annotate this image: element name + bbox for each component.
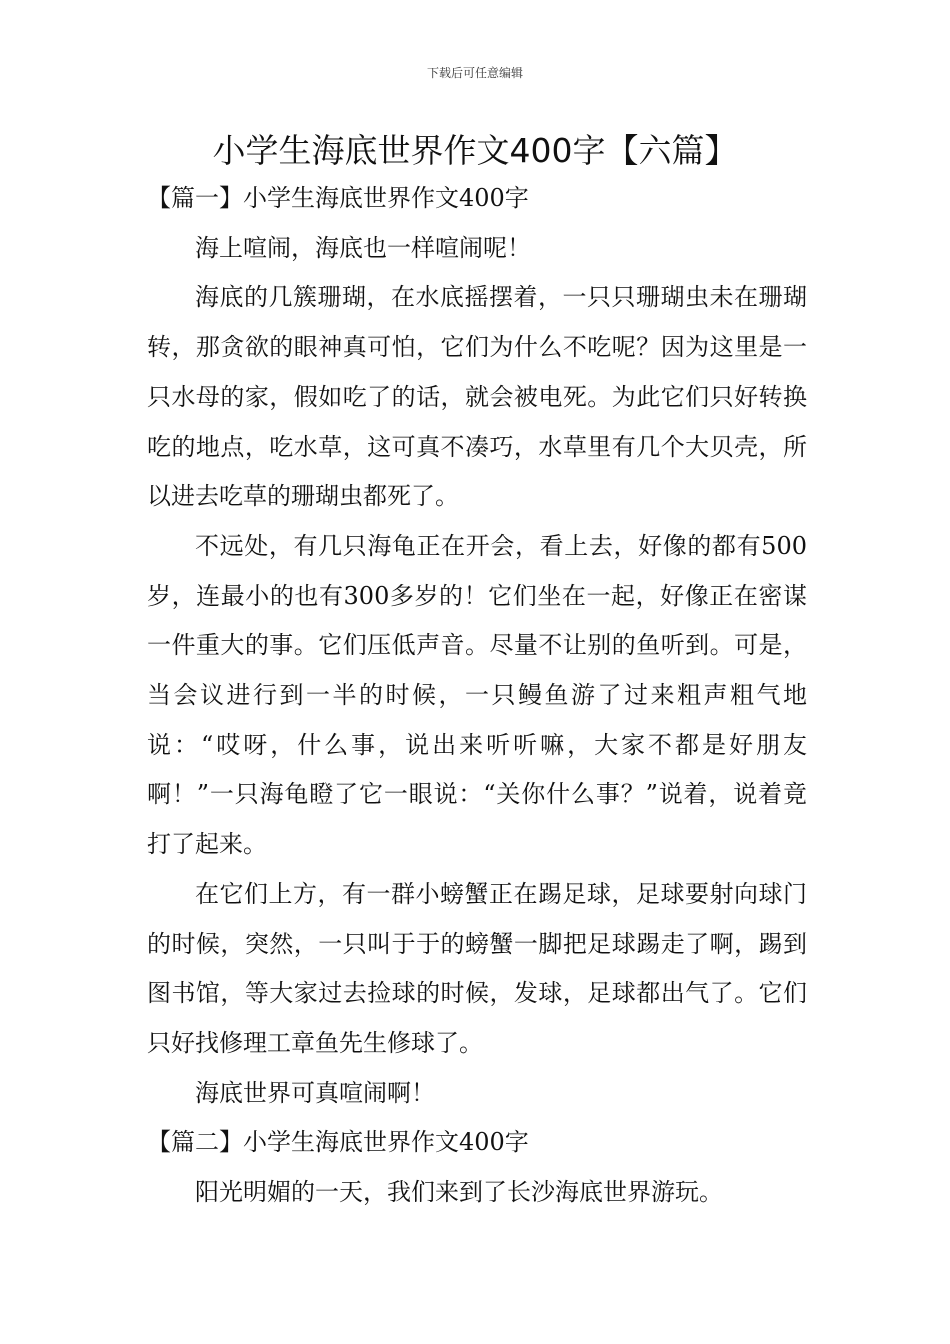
paragraph: 不远处，有几只海龟正在开会，看上去，好像的都有500岁，连最小的也有300多岁的！它们坐在一起，好像正在密谋一件重大的事。它们压低声音。尽量不让别的鱼听到。可是，当会议进行到一半的时候，一只鳗鱼游了过来粗声粗气地说：“哎呀，什么事，说出来听听嘛，大家不都是好朋友啊！”一只海龟瞪了它一眼说：“关你什么事？”说着，说着竟打了起来。 bbox=[147, 531, 807, 859]
paragraph: 海底的几簇珊瑚，在水底摇摆着，一只只珊瑚虫未在珊瑚转，那贪欲的眼神真可怕，它们为什么不吃呢？因为这里是一只水母的家，假如吃了的话，就会被电死。为此它们只好转换吃的地点，吃水草，这可真不凑巧，水草里有几个大贝壳，所以进去吃草的珊瑚虫都死了。 bbox=[147, 283, 807, 511]
section-heading-2: 【篇二】小学生海底世界作文400字 bbox=[147, 1128, 529, 1157]
section-heading-1: 【篇一】小学生海底世界作文400字 bbox=[147, 184, 529, 212]
paragraph: 海底世界可真喧闹啊！ bbox=[195, 1078, 435, 1107]
paragraph: 海上喧闹，海底也一样喧闹呢！ bbox=[195, 233, 531, 262]
document-body bbox=[147, 174, 807, 1218]
paragraph: 在它们上方，有一群小螃蟹正在踢足球，足球要射向球门的时候，突然，一只叫于于的螃蟹一脚把足球踢走了啊，踢到图书馆，等大家过去捡球的时候，发球，足球都出气了。它们只好找修理工章鱼先生修球了。 bbox=[147, 879, 807, 1057]
paragraph: 阳光明媚的一天，我们来到了长沙海底世界游玩。 bbox=[195, 1178, 723, 1207]
header-note: 下载后可任意编辑 bbox=[426, 66, 523, 80]
document-title: 小学生海底世界作文400字【六篇】 bbox=[212, 131, 738, 170]
